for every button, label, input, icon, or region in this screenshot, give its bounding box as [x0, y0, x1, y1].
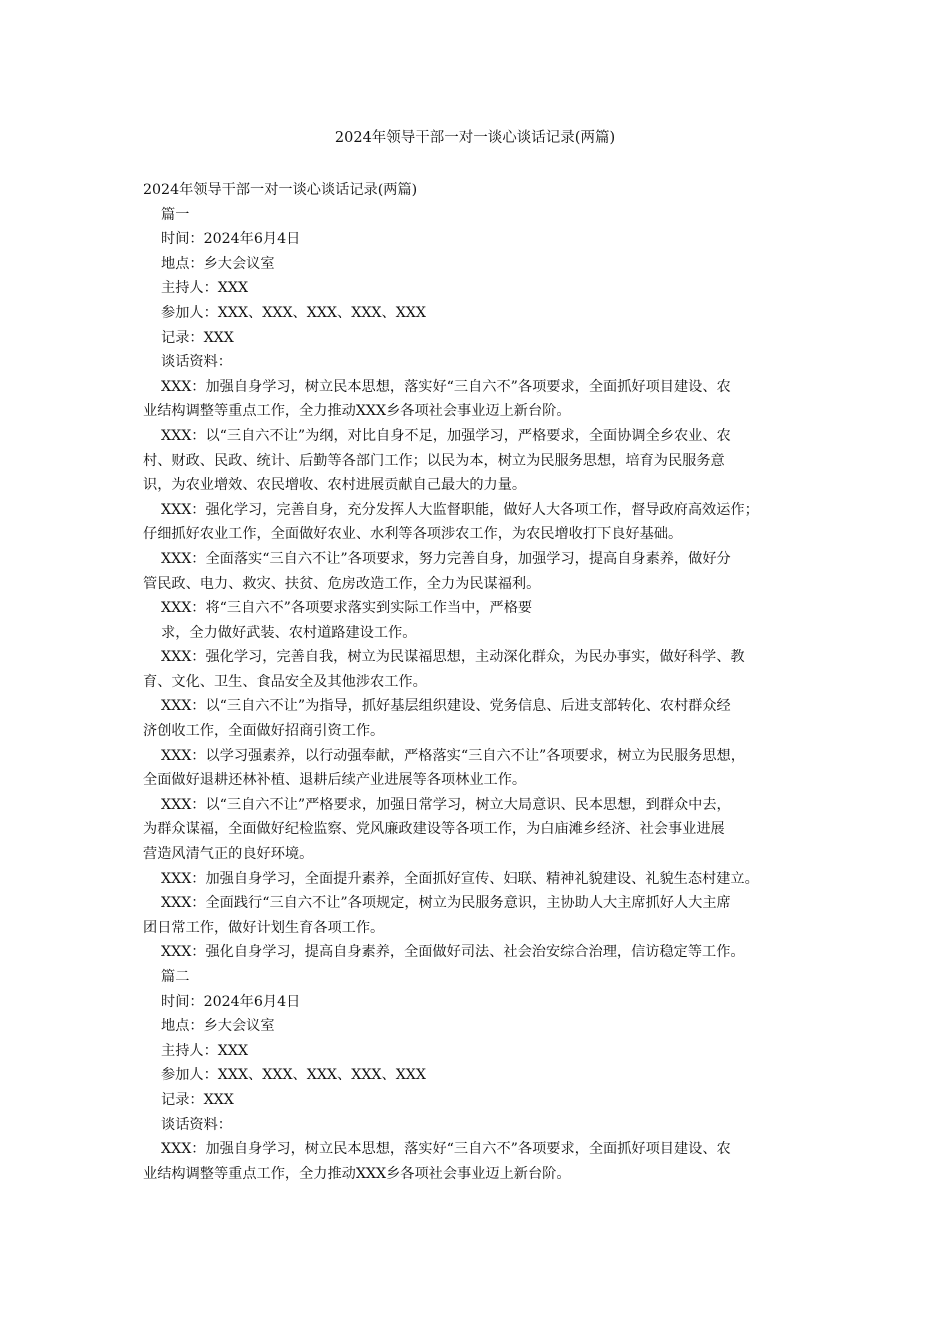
text-line: XXX：加强自身学习，全面提升素养，全面抓好宣传、妇联、精神礼貌建设、礼貌生态村建立。: [161, 870, 759, 887]
text-line: 谈话资料：: [161, 1116, 232, 1133]
document-title: 2024年领导干部一对一谈心谈话记录(两篇): [334, 130, 616, 146]
text-line: XXX：加强自身学习，树立民本思想，落实好“三自六不”各项要求，全面抓好项目建设、农: [161, 378, 731, 395]
text-line: XXX：全面落实“三自六不让”各项要求，努力完善自身，加强学习，提高自身素养，做好分: [161, 550, 731, 567]
text-line: 济创收工作，全面做好招商引资工作。: [143, 723, 385, 740]
text-line: 主持人：XXX: [161, 280, 249, 297]
text-line: 主持人：XXX: [161, 1042, 249, 1059]
text-line: XXX：强化学习，完善自我，树立为民谋福思想，主动深化群众，为民办事实，做好科学、教: [161, 649, 745, 666]
text-line: XXX：以“三自六不让”严格要求，加强日常学习，树立大局意识、民本思想，到群众中去，: [161, 796, 731, 813]
text-line: 地点：乡大会议室: [161, 1018, 275, 1035]
text-line: 时间：2024年6月4日: [161, 993, 301, 1010]
text-line: 业结构调整等重点工作，全力推动XXX乡各项社会事业迈上新台阶。: [143, 1165, 571, 1182]
text-line: 仔细抓好农业工作，全面做好农业、水利等各项涉农工作，为农民增收打下良好基础。: [143, 526, 683, 543]
text-line: 篇二: [161, 969, 190, 985]
text-line: 管民政、电力、救灾、扶贫、危房改造工作，全力为民谋福利。: [143, 575, 541, 592]
text-line: 为群众谋福，全面做好纪检监察、党风廉政建设等各项工作，为白庙滩乡经济、社会事业进展: [143, 821, 725, 838]
text-line: 2024年领导干部一对一谈心谈话记录(两篇): [143, 182, 418, 198]
text-line: 记录：XXX: [161, 1091, 234, 1108]
text-line: 参加人：XXX、XXX、XXX、XXX、XXX: [161, 304, 427, 321]
text-line: XXX：强化自身学习，提高自身素养，全面做好司法、社会治安综合治理，信访稳定等工作。: [161, 944, 745, 961]
text-line: XXX：以学习强素养，以行动强奉献，严格落实“三自六不让”各项要求，树立为民服务思想，: [161, 747, 745, 764]
text-line: 求，全力做好武装、农村道路建设工作。: [161, 624, 417, 641]
text-line: 村、财政、民政、统计、后勤等各部门工作；以民为本，树立为民服务思想，培育为民服务意: [143, 452, 725, 469]
text-line: 育、文化、卫生、食品安全及其他涉农工作。: [143, 673, 427, 690]
text-line: 篇一: [161, 206, 190, 223]
text-line: 时间：2024年6月4日: [161, 231, 301, 248]
text-line: 参加人：XXX、XXX、XXX、XXX、XXX: [161, 1067, 427, 1084]
text-line: 记录：XXX: [161, 329, 234, 346]
text-line: 业结构调整等重点工作，全力推动XXX乡各项社会事业迈上新台阶。: [143, 403, 571, 420]
text-line: 全面做好退耕还林补植、退耕后续产业进展等各项林业工作。: [143, 772, 527, 789]
text-line: 谈话资料：: [161, 354, 232, 371]
text-line: XXX：强化学习，完善自身，充分发挥人大监督职能，做好人大各项工作，督导政府高效运作；: [161, 501, 759, 518]
text-line: 地点：乡大会议室: [161, 255, 275, 272]
document-body: [143, 178, 818, 1186]
text-line: 营造风清气正的良好环境。: [143, 846, 314, 863]
text-line: XXX：以“三自六不让”为纲，对比自身不足，加强学习，严格要求，全面协调全乡农业、农: [161, 427, 731, 444]
text-line: 识，为农业增效、农民增收、农村进展贡献自己最大的力量。: [143, 477, 527, 494]
text-line: XXX：以“三自六不让”为指导，抓好基层组织建设、党务信息、后进支部转化、农村群众经: [161, 698, 731, 715]
text-line: XXX：加强自身学习，树立民本思想，落实好“三自六不”各项要求，全面抓好项目建设、农: [161, 1141, 731, 1158]
text-line: 团日常工作，做好计划生育各项工作。: [143, 919, 385, 936]
text-line: XXX：全面践行“三自六不让”各项规定，树立为民服务意识，主协助人大主席抓好人大主席: [161, 895, 731, 912]
text-line: XXX：将“三自六不”各项要求落实到实际工作当中，严格要: [161, 600, 533, 617]
